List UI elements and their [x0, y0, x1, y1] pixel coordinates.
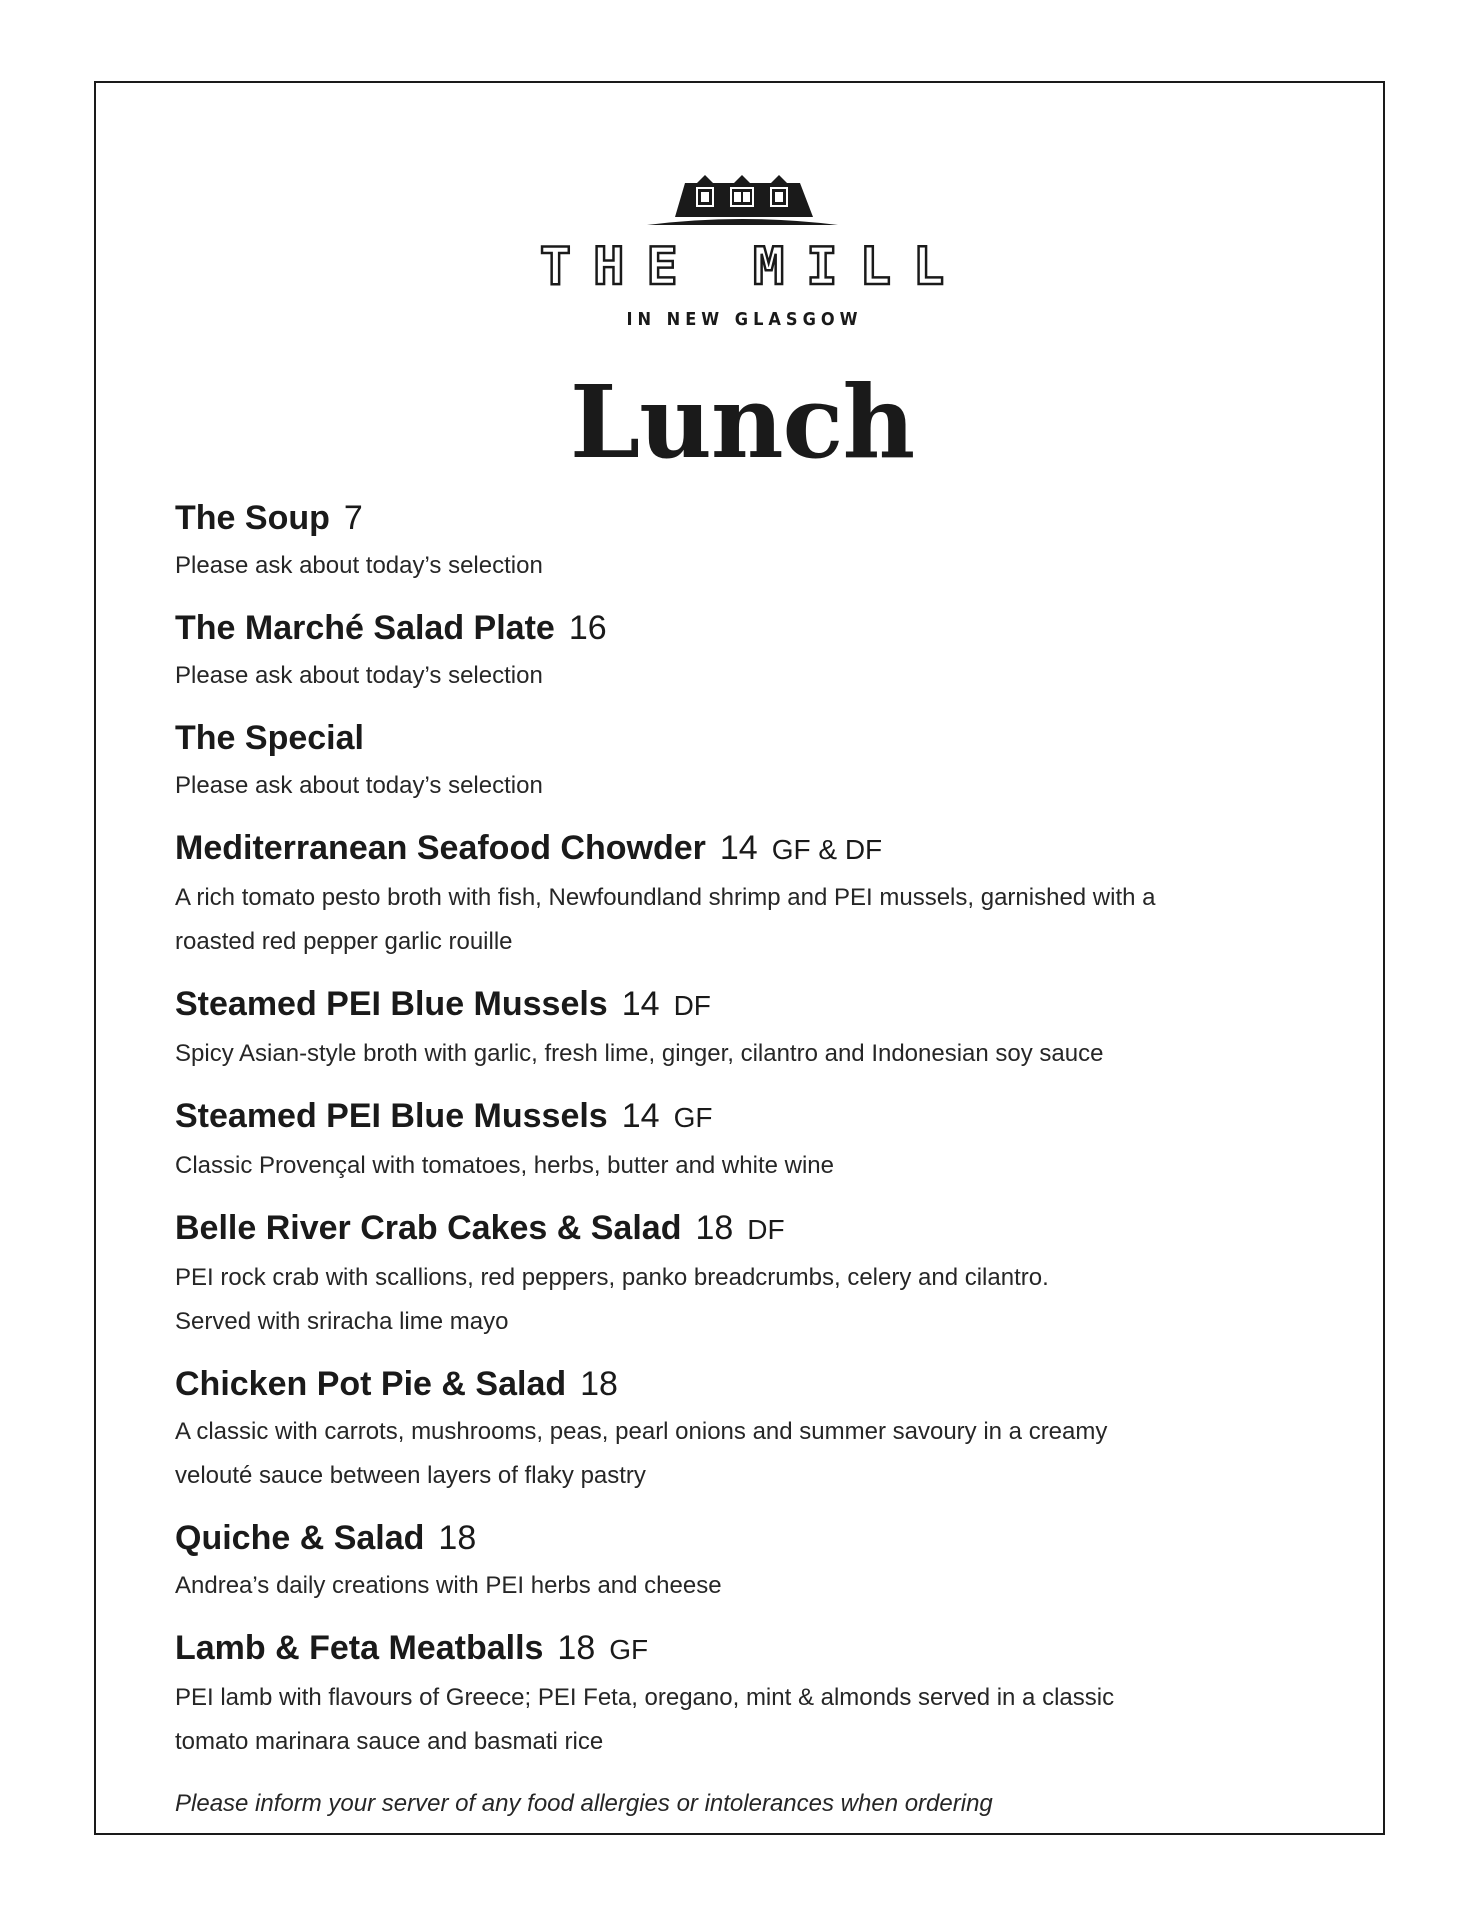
menu-item-description: velouté sauce between layers of flaky pastry	[175, 1462, 646, 1489]
menu-item	[175, 826, 1325, 964]
menu-item	[175, 716, 1325, 808]
dietary-tag: GF	[673, 1102, 713, 1133]
menu-item-name: Quiche & Salad	[175, 1519, 425, 1557]
house-icon	[645, 175, 840, 227]
dietary-tag: DF	[747, 1214, 785, 1245]
dietary-tag: GF	[609, 1634, 649, 1665]
menu-item	[175, 1362, 1325, 1498]
menu-item-description: Classic Provençal with tomatoes, herbs, butter and white wine	[175, 1152, 834, 1179]
menu-item-name: Belle River Crab Cakes & Salad	[175, 1209, 682, 1247]
menu-item-price: 7	[343, 499, 363, 537]
menu-list	[175, 496, 1325, 1826]
menu-item-price: 14	[621, 985, 660, 1023]
menu-item	[175, 1094, 1325, 1188]
menu-item-description: roasted red pepper garlic rouille	[175, 928, 513, 955]
menu-item-description: A classic with carrots, mushrooms, peas, pearl onions and summer savoury in a creamy	[175, 1418, 1108, 1445]
brand-name: THE MILL	[539, 237, 967, 297]
menu-item-description: A rich tomato pesto broth with fish, Newfoundland shrimp and PEI mussels, garnished with a	[175, 884, 1156, 911]
menu-item-description: tomato marinara sauce and basmati rice	[175, 1728, 604, 1755]
menu-item-header	[175, 826, 1325, 872]
menu-item	[175, 1206, 1325, 1344]
menu-item-description: Please ask about today’s selection	[175, 772, 543, 799]
menu-item-header	[175, 606, 1325, 650]
menu-item-header	[175, 1094, 1325, 1140]
menu-item-name: The Marché Salad Plate	[175, 609, 555, 647]
menu-item-header	[175, 982, 1325, 1028]
menu-item-description: Please ask about today’s selection	[175, 662, 543, 689]
menu-item-price: 14	[719, 829, 758, 867]
menu-item	[175, 982, 1325, 1076]
dietary-tag: GF & DF	[771, 834, 883, 865]
menu-item	[175, 496, 1325, 588]
menu-item-price: 18	[580, 1365, 618, 1403]
menu-item-name: The Special	[175, 719, 364, 757]
menu-item	[175, 1626, 1325, 1764]
menu-item-price: 18	[695, 1209, 734, 1247]
menu-item-description: Andrea’s daily creations with PEI herbs and cheese	[175, 1572, 722, 1599]
menu-item-header	[175, 1362, 1325, 1406]
menu-item-price: 16	[568, 609, 607, 647]
menu-item-header	[175, 1626, 1325, 1672]
menu-item-name: The Soup	[175, 499, 330, 537]
menu-item	[175, 1516, 1325, 1608]
brand-location: IN NEW GLASGOW	[626, 309, 863, 330]
menu-item-header	[175, 716, 1325, 760]
menu-item-description: PEI lamb with flavours of Greece; PEI Feta, oregano, mint & almonds served in a classic	[175, 1684, 1115, 1711]
menu-item-description: Please ask about today’s selection	[175, 552, 543, 579]
menu-item-price: 14	[621, 1097, 660, 1135]
menu-item-price: 18	[557, 1629, 596, 1667]
menu-item-name: Steamed PEI Blue Mussels	[175, 985, 608, 1023]
menu-item-name: Chicken Pot Pie & Salad	[175, 1365, 567, 1403]
menu-item-description: Spicy Asian-style broth with garlic, fresh lime, ginger, cilantro and Indonesian soy sauce	[175, 1040, 1104, 1067]
menu-item-description: Served with sriracha lime mayo	[175, 1308, 509, 1335]
menu-item-description: PEI rock crab with scallions, red peppers, panko breadcrumbs, celery and cilantro.	[175, 1264, 1049, 1291]
logo	[0, 175, 1484, 329]
allergy-note: Please inform your server of any food allergies or intolerances when ordering	[175, 1790, 993, 1817]
menu-item-name: Lamb & Feta Meatballs	[175, 1629, 544, 1667]
page-title: Lunch	[569, 363, 915, 481]
dietary-tag: DF	[673, 990, 711, 1021]
menu-item	[175, 606, 1325, 698]
menu-item-price: 18	[438, 1519, 477, 1557]
menu-item-name: Mediterranean Seafood Chowder	[175, 829, 706, 867]
menu-item-header	[175, 496, 1325, 540]
menu-item-name: Steamed PEI Blue Mussels	[175, 1097, 608, 1135]
menu-item-header	[175, 1206, 1325, 1252]
menu-item-header	[175, 1516, 1325, 1560]
